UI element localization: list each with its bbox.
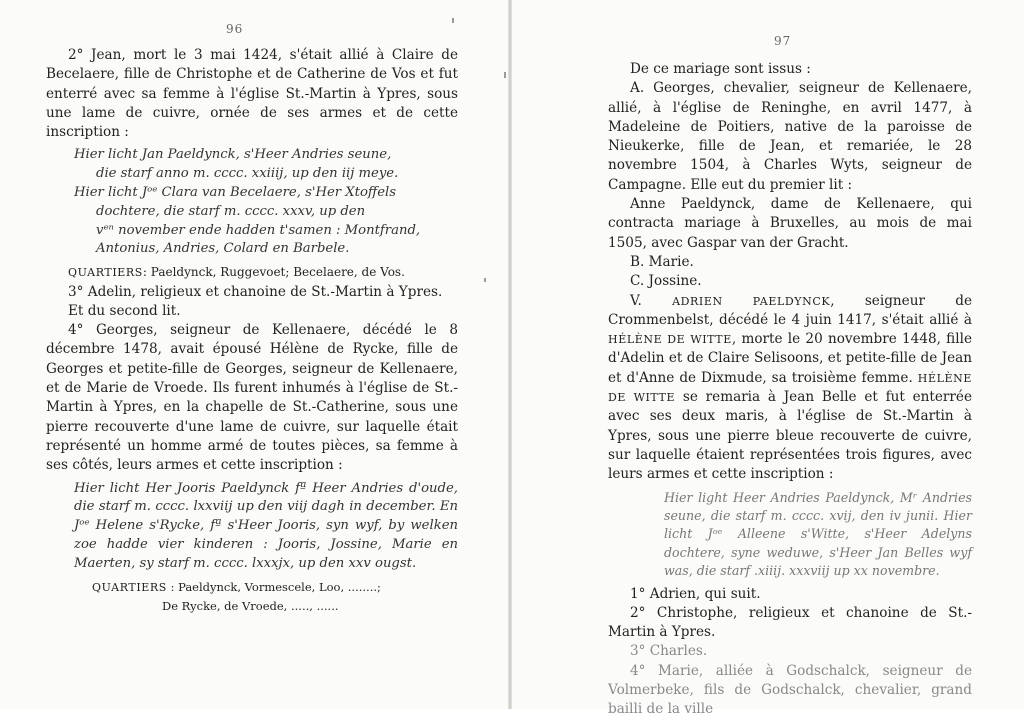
inscription-georges: Hier licht Her Jooris Paeldynck fª Heer Andries d'oude, die starf m. cccc. lxxviij up den viij dagh in december. En Jᵒᵉ Helene s'Rycke, fª s'Heer Jooris, syn wyf, by welken zoe hadde vier kinderen : Jooris, Jossine, Marie en Maerten, sy starf m. cccc. lxxxjx, up den xxv ougst. [74,480,458,571]
inscription-line: Hier licht Jan Paeldynck, s'Heer Andries seune, [74,147,392,163]
page-number-right: 97 [774,34,792,48]
second-lit: Et du second lit. [68,302,181,319]
inscription-jean [46,146,458,259]
left-page [0,0,508,709]
entry-b-marie: B. Marie. [630,253,694,270]
entry-georges: 4° Georges, seigneur de Kellenaere, décédé le 8 décembre 1478, avait épousé Hélène de Rycke, fille de Georges et petite-fille de Georges, seigneur de Kellenaere, et de Marie de Vroede. Ils furent inhumés à l'église de St.-Martin à Ypres, en la chapelle de St.-Catherine, sous une pierre recouverte d'une lame de cuivre, sur laquelle était représenté un homme armé de toutes pièces, sa femme à ses côtés, leurs armes et cette inscription : [46,322,458,474]
page-speck [504,72,506,78]
inscription-line: Hier licht Jᵒᵉ Clara van Becelaere, s'Her Xtoffels [74,185,397,201]
right-page [512,0,1024,718]
quartiers-jean: QUARTIERS: Paeldynck, Ruggevoet; Becelaere, de Vos. [68,265,405,280]
intro-line: De ce mariage sont issus : [630,61,811,77]
child-4-marie: 4° Marie, alliée à Godschalck, seigneur de Volmerbeke, fils de Godschalck, chevalier, grand bailli de la ville [608,662,972,718]
entry-c-jossine: C. Jossine. [630,273,702,290]
page-number-left: 96 [226,22,244,36]
child-2-christophe: 2° Christophe, religieux et chanoine de St.-Martin à Ypres. [608,604,972,641]
entry-v-adrien: V. ADRIEN PAELDYNCK, seigneur de Crommenbelst, décédé le 4 juin 1417, s'était allié à HÉLÈNE DE WITTE, morte le 20 novembre 1448, fille d'Adelin et de Claire Selisoons, et petite-fille de Jean et d'Anne de Dixmude, sa troisième femme. HÉLÈNE DE WITTE se remaria à Jean Belle et fut enterrée avec ses deux maris, à l'église de St.-Martin à Ypres, sous une pierre bleue recouverte de cuivre, sur laquelle étaient représentées trois figures, avec leurs armes et cette inscription : [608,292,972,483]
inscription-line: Antonius, Andries, Colard en Barbele. [96,241,350,257]
left-page-text [46,46,458,616]
inscription-line: die starf anno m. cccc. xxiiij, up den iij meye. [96,166,399,182]
page-speck [452,18,454,23]
child-1-adrien: 1° Adrien, qui suit. [630,585,761,602]
entry-anne: Anne Paeldynck, dame de Kellenaere, qui contracta mariage à Bruxelles, au mois de mai 1505, avec Gaspar van der Gracht. [608,196,972,251]
inscription-line: dochtere, die starf m. cccc. xxxv, up den [96,203,366,219]
entry-a-georges: A. Georges, chevalier, seigneur de Kellenaere, allié, à l'église de Reninghe, en avril 1477, à Madeleine de Poitiers, native de la paroisse de Nieukerke, fille de Jean, et remariée, le 28 novembre 1504, à Charles Wyts, seigneur de Campagne. Elle eut du premier lit : [608,80,972,193]
right-page-text [608,60,972,720]
quartiers-georges: QUARTIERS : Paeldynck, Vormescele, Loo, ........; De Rycke, de Vroede, ....., ...... [92,579,381,613]
entry-jean: 2° Jean, mort le 3 mai 1424, s'était allié à Claire de Becelaere, fille de Christophe et de Catherine de Vos et fut enterré avec sa femme à l'église St.-Martin à Ypres, sous une lame de cuivre, ornée de ses armes et de cette inscription : [46,47,458,141]
inscription-adrien: Hier light Heer Andries Paeldynck, Mʳ Andries seune, die starf m. cccc. xvij, den iv junii. Hier licht Jᵒᵉ Alleene s'Witte, s'Heer Adelyns dochtere, syne weduwe, s'Heer Jan Belles wyf was, die starf .xiiij. xxxviij up xx novembre. [664,489,972,579]
page-speck [484,278,486,282]
inscription-line: vᵉⁿ november ende hadden t'samen : Montfrand, [96,222,421,238]
child-3-charles: 3° Charles. [630,643,708,660]
entry-adelin: 3° Adelin, religieux et chanoine de St.-Martin à Ypres. [68,283,443,300]
